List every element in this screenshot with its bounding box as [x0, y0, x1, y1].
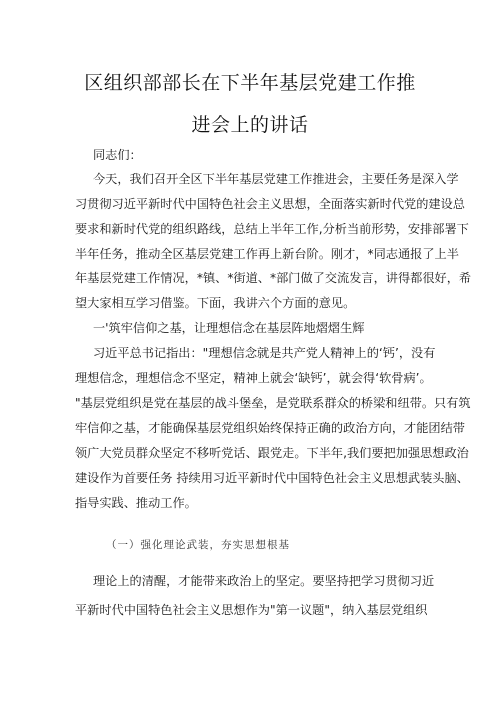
document-title-line-1: 区组织部部长在下半年基层党建工作推: [84, 72, 416, 94]
paragraph-line: 理想信念，理想信念不坚定，精神上就会‘缺钙’，就会得‘软骨病’。: [75, 371, 432, 385]
document-title-line-2: 进会上的讲话: [191, 114, 309, 136]
paragraph-line: 望大家相互学习借鉴。下面，我讲六个方面的意见。: [75, 296, 356, 310]
paragraph-line: 半年任务，推动全区基层党建工作再上新台阶。刚才，*同志通报了上半: [75, 247, 459, 261]
paragraph-line: 理论上的清醒，才能带来政治上的坚定。要坚持把学习贯彻习近: [93, 574, 435, 588]
paragraph-line: 习近平总书记指出："理想信念就是共产党人精神上的‘钙’，没有: [93, 346, 436, 360]
paragraph-line: 要求和新时代党的组织路线，总结上半年工作,分析当前形势，安排部署下: [75, 222, 469, 236]
paragraph-line: 指导实践、推动工作。: [75, 496, 197, 510]
subsection-heading: （一）强化理论武装，夯实思想根基: [106, 539, 290, 551]
greeting: 同志们：: [93, 148, 142, 162]
paragraph-line: 习贯彻习近平新时代中国特色社会主义思想，全面落实新时代党的建设总: [75, 197, 465, 211]
paragraph-line: "基层党组织是党在基层的战斗堡垒，是党联系群众的桥梁和纽带。只有筑: [75, 396, 471, 410]
paragraph-line: 牢信仰之基，才能确保基层党组织始终保持正确的政治方向，才能团结带: [75, 421, 465, 435]
paragraph-line: 今天，我们召开全区下半年基层党建工作推进会，主要任务是深入学: [93, 172, 459, 186]
paragraph-line: 年基层党建工作情况，*镇、*街道、*部门做了交流发言，讲得都很好，希: [75, 271, 472, 285]
section-heading: 一'筑牢信仰之基，让理想信念在基层阵地熠熠生辉: [93, 321, 365, 335]
paragraph-line: 平新时代中国特色社会主义思想作为"第一议题"，纳入基层党组织: [75, 603, 428, 617]
paragraph-line: 领广大党员群众坚定不移听党话、跟党走。下半年,我们要把加强思想政治: [75, 446, 469, 460]
paragraph-line: 建设作为首要任务 持续用习近平新时代中国特色社会主义思想武装头脑、: [75, 471, 469, 485]
